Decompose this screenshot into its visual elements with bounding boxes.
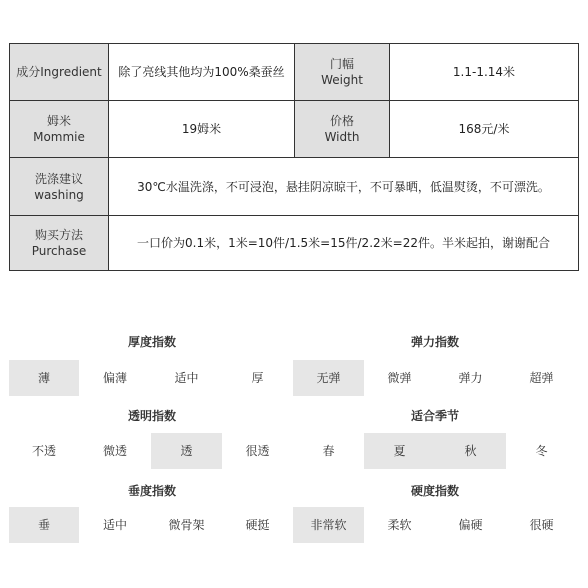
price-value: 168元/米	[390, 101, 579, 158]
width-label-en: Weight	[321, 73, 363, 87]
purchase-label	[10, 216, 109, 271]
thickness-option-thick[interactable]: 厚	[251, 371, 264, 385]
transparency-option-sheer[interactable]: 透	[151, 433, 222, 469]
elasticity-option-super[interactable]: 超弹	[529, 371, 554, 385]
drape-option-medium[interactable]: 适中	[102, 518, 127, 532]
mommie-label-en: Mommie	[33, 130, 85, 144]
hardness-option-very-hard[interactable]: 很硬	[529, 518, 554, 532]
season-title: 适合季节	[410, 409, 459, 423]
elasticity-title: 弹力指数	[410, 335, 459, 349]
thickness-title: 厚度指数	[127, 335, 176, 349]
purchase-value: 一口价为0.1米，1米=10件/1.5米=15件/2.2米=22件。半米起拍，谢谢配合	[109, 216, 579, 271]
composition-value: 除了亮线其他均为100%桑蚕丝	[109, 44, 295, 101]
wash-label	[10, 158, 109, 216]
elasticity-option-slight[interactable]: 微弹	[387, 371, 412, 385]
mommie-label	[10, 101, 109, 158]
transparency-option-slight[interactable]: 微透	[102, 444, 127, 458]
transparency-title: 透明指数	[127, 409, 176, 423]
spec-table	[9, 43, 579, 271]
transparency-option-opaque[interactable]: 不透	[31, 444, 56, 458]
width-value: 1.1-1.14米	[390, 44, 579, 101]
wash-label-cn: 洗涤建议	[34, 171, 83, 186]
elasticity-option-elastic[interactable]: 弹力	[458, 371, 483, 385]
composition-label: 成分Ingredient	[10, 44, 109, 101]
purchase-label-en: Purchase	[31, 244, 87, 258]
elasticity-option-none[interactable]: 无弹	[293, 360, 364, 396]
price-label-en: Width	[324, 130, 360, 144]
price-label	[295, 101, 390, 158]
spec-row-mommie	[10, 101, 579, 158]
drape-option-drapey[interactable]: 垂	[9, 507, 79, 543]
spec-row-purchase	[10, 216, 579, 271]
season-option-summer[interactable]: 夏	[364, 433, 435, 469]
wash-label-en: washing	[34, 187, 84, 202]
hardness-option-soft[interactable]: 柔软	[387, 518, 412, 532]
width-label-cn: 门幅	[329, 57, 354, 71]
season-option-winter[interactable]: 冬	[535, 444, 548, 458]
mommie-value: 19姆米	[109, 101, 295, 158]
thickness-option-medium[interactable]: 适中	[174, 371, 199, 385]
transparency-option-very-sheer[interactable]: 很透	[245, 444, 270, 458]
thickness-option-thin[interactable]: 薄	[9, 360, 79, 396]
season-option-spring[interactable]: 春	[322, 444, 335, 458]
drape-option-stiff[interactable]: 硬挺	[245, 518, 270, 532]
hardness-title: 硬度指数	[410, 484, 459, 498]
width-label	[295, 44, 390, 101]
hardness-option-very-soft[interactable]: 非常软	[293, 507, 364, 543]
spec-row-washing	[10, 158, 579, 216]
season-option-autumn[interactable]: 秋	[435, 433, 506, 469]
price-label-cn: 价格	[329, 114, 354, 128]
mommie-label-cn: 姆米	[46, 114, 71, 128]
purchase-label-cn: 购买方法	[34, 228, 83, 242]
spec-row-composition	[10, 44, 579, 101]
hardness-option-slightly-hard[interactable]: 偏硬	[458, 518, 483, 532]
wash-value: 30℃水温洗涤，不可浸泡，悬挂阴凉晾干，不可暴晒，低温熨烫，不可漂洗。	[109, 158, 579, 216]
drape-option-slight-structure[interactable]: 微骨架	[168, 518, 205, 532]
drape-title: 垂度指数	[127, 484, 176, 498]
thickness-option-slightly-thin[interactable]: 偏薄	[102, 371, 127, 385]
